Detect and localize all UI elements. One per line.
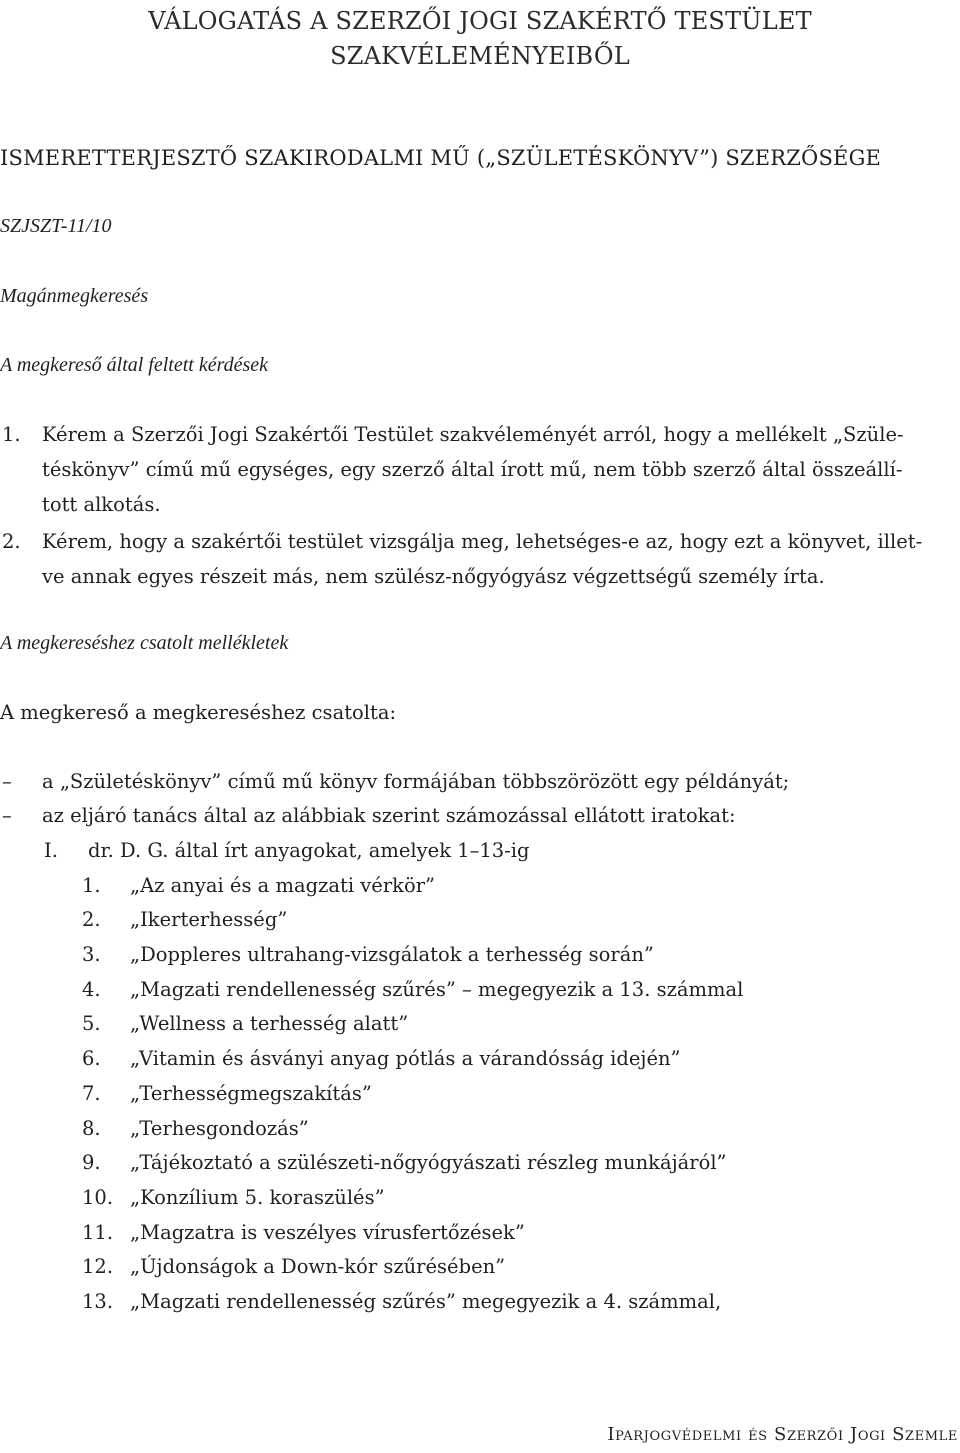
title-line-1: VÁLOGATÁS A SZERZŐI JOGI SZAKÉRTŐ TESTÜLET xyxy=(148,7,812,35)
document-item xyxy=(44,1112,904,1147)
item-number: 12. xyxy=(82,1255,114,1279)
roman-list-item xyxy=(44,834,904,869)
document-item xyxy=(44,1250,904,1285)
item-title: „Újdonságok a Down-kór szűrésében” xyxy=(130,1255,506,1279)
dash-marker: – xyxy=(2,804,12,827)
document-item xyxy=(44,1077,904,1112)
title-line-2: SZAKVÉLEMÉNYEIBŐL xyxy=(330,42,630,70)
item-number: 7. xyxy=(82,1081,101,1105)
document-item xyxy=(44,903,904,938)
question-line: Kérem a Szerzői Jogi Szakértői Testület szakvéleményét arról, hogy a mellékelt „Szüle- xyxy=(42,423,904,446)
dash-item-text: az eljáró tanács által az alábbiak szerint számozással ellátott iratokat: xyxy=(42,804,736,827)
item-number: 8. xyxy=(82,1116,101,1140)
dash-item-text: a „Születéskönyv” című mű könyv formájában többszörözött egy példányát; xyxy=(42,770,790,793)
item-number: 9. xyxy=(82,1151,101,1175)
item-title: „Wellness a terhesség alatt” xyxy=(130,1012,409,1036)
document-item xyxy=(44,1216,904,1251)
case-number: SZJSZT-11/10 xyxy=(0,215,112,237)
questions-heading: A megkereső által feltett kérdések xyxy=(0,354,269,376)
item-number: 2. xyxy=(82,908,101,932)
item-title: „Terhességmegszakítás” xyxy=(130,1081,372,1105)
item-number: 3. xyxy=(82,943,101,967)
journal-footer: Iparjogvédelmi és Szerzői Jogi Szemle xyxy=(607,1424,958,1445)
document-item xyxy=(44,1042,904,1077)
document-item xyxy=(44,1285,904,1320)
question-number: 1. xyxy=(2,423,21,446)
question-line: tott alkotás. xyxy=(42,493,161,516)
question-line: ve annak egyes részeit más, nem szülész-nőgyógyász végzettségű személy írta. xyxy=(42,565,825,588)
item-title: „Doppleres ultrahang-vizsgálatok a terhesség során” xyxy=(130,943,654,967)
document-subtitle: ISMERETTERJESZTŐ SZAKIRODALMI MŰ („SZÜLETÉSKÖNYV”) SZERZŐSÉGE xyxy=(0,146,882,170)
document-item xyxy=(44,973,904,1008)
document-item xyxy=(44,1007,904,1042)
document-title xyxy=(40,4,920,74)
item-number: 4. xyxy=(82,977,101,1001)
document-item xyxy=(44,1146,904,1181)
attachments-heading: A megkereséshez csatolt mellékletek xyxy=(0,632,289,654)
item-title: „Ikerterhesség” xyxy=(130,908,288,932)
question-line: téskönyv” című mű egységes, egy szerző által írott mű, nem több szerző által összeállí- xyxy=(42,458,903,481)
document-item xyxy=(44,869,904,904)
item-number: 11. xyxy=(82,1220,114,1244)
item-title: „Terhesgondozás” xyxy=(130,1116,309,1140)
dash-marker: – xyxy=(2,770,12,793)
item-title: „Vitamin és ásványi anyag pótlás a várandósság idején” xyxy=(130,1047,681,1071)
item-number: 5. xyxy=(82,1012,101,1036)
question-line: Kérem, hogy a szakértői testület vizsgálja meg, lehetséges-e az, hogy ezt a könyvet, illet- xyxy=(42,530,923,553)
request-type: Magánmegkeresés xyxy=(0,285,149,307)
document-item xyxy=(44,1181,904,1216)
item-title: „Konzílium 5. koraszülés” xyxy=(130,1185,385,1209)
roman-item-text: dr. D. G. által írt anyagokat, amelyek 1–13-ig xyxy=(88,839,530,862)
item-title: „Az anyai és a magzati vérkör” xyxy=(130,873,435,897)
roman-numeral: I. xyxy=(44,839,58,862)
item-number: 13. xyxy=(82,1289,114,1313)
item-title: „Magzatra is veszélyes vírusfertőzések” xyxy=(130,1220,525,1244)
question-number: 2. xyxy=(2,530,21,553)
documents-list xyxy=(44,834,904,1320)
item-number: 10. xyxy=(82,1185,114,1209)
item-number: 1. xyxy=(82,873,101,897)
attachments-intro: A megkereső a megkereséshez csatolta: xyxy=(0,701,397,724)
item-title: „Tájékoztató a szülészeti-nőgyógyászati részleg munkájáról” xyxy=(130,1151,727,1175)
item-number: 6. xyxy=(82,1047,101,1071)
document-item xyxy=(44,938,904,973)
item-title: „Magzati rendellenesség szűrés” megegyezik a 4. számmal, xyxy=(130,1289,722,1313)
item-title: „Magzati rendellenesség szűrés” – megegyezik a 13. számmal xyxy=(130,977,744,1001)
